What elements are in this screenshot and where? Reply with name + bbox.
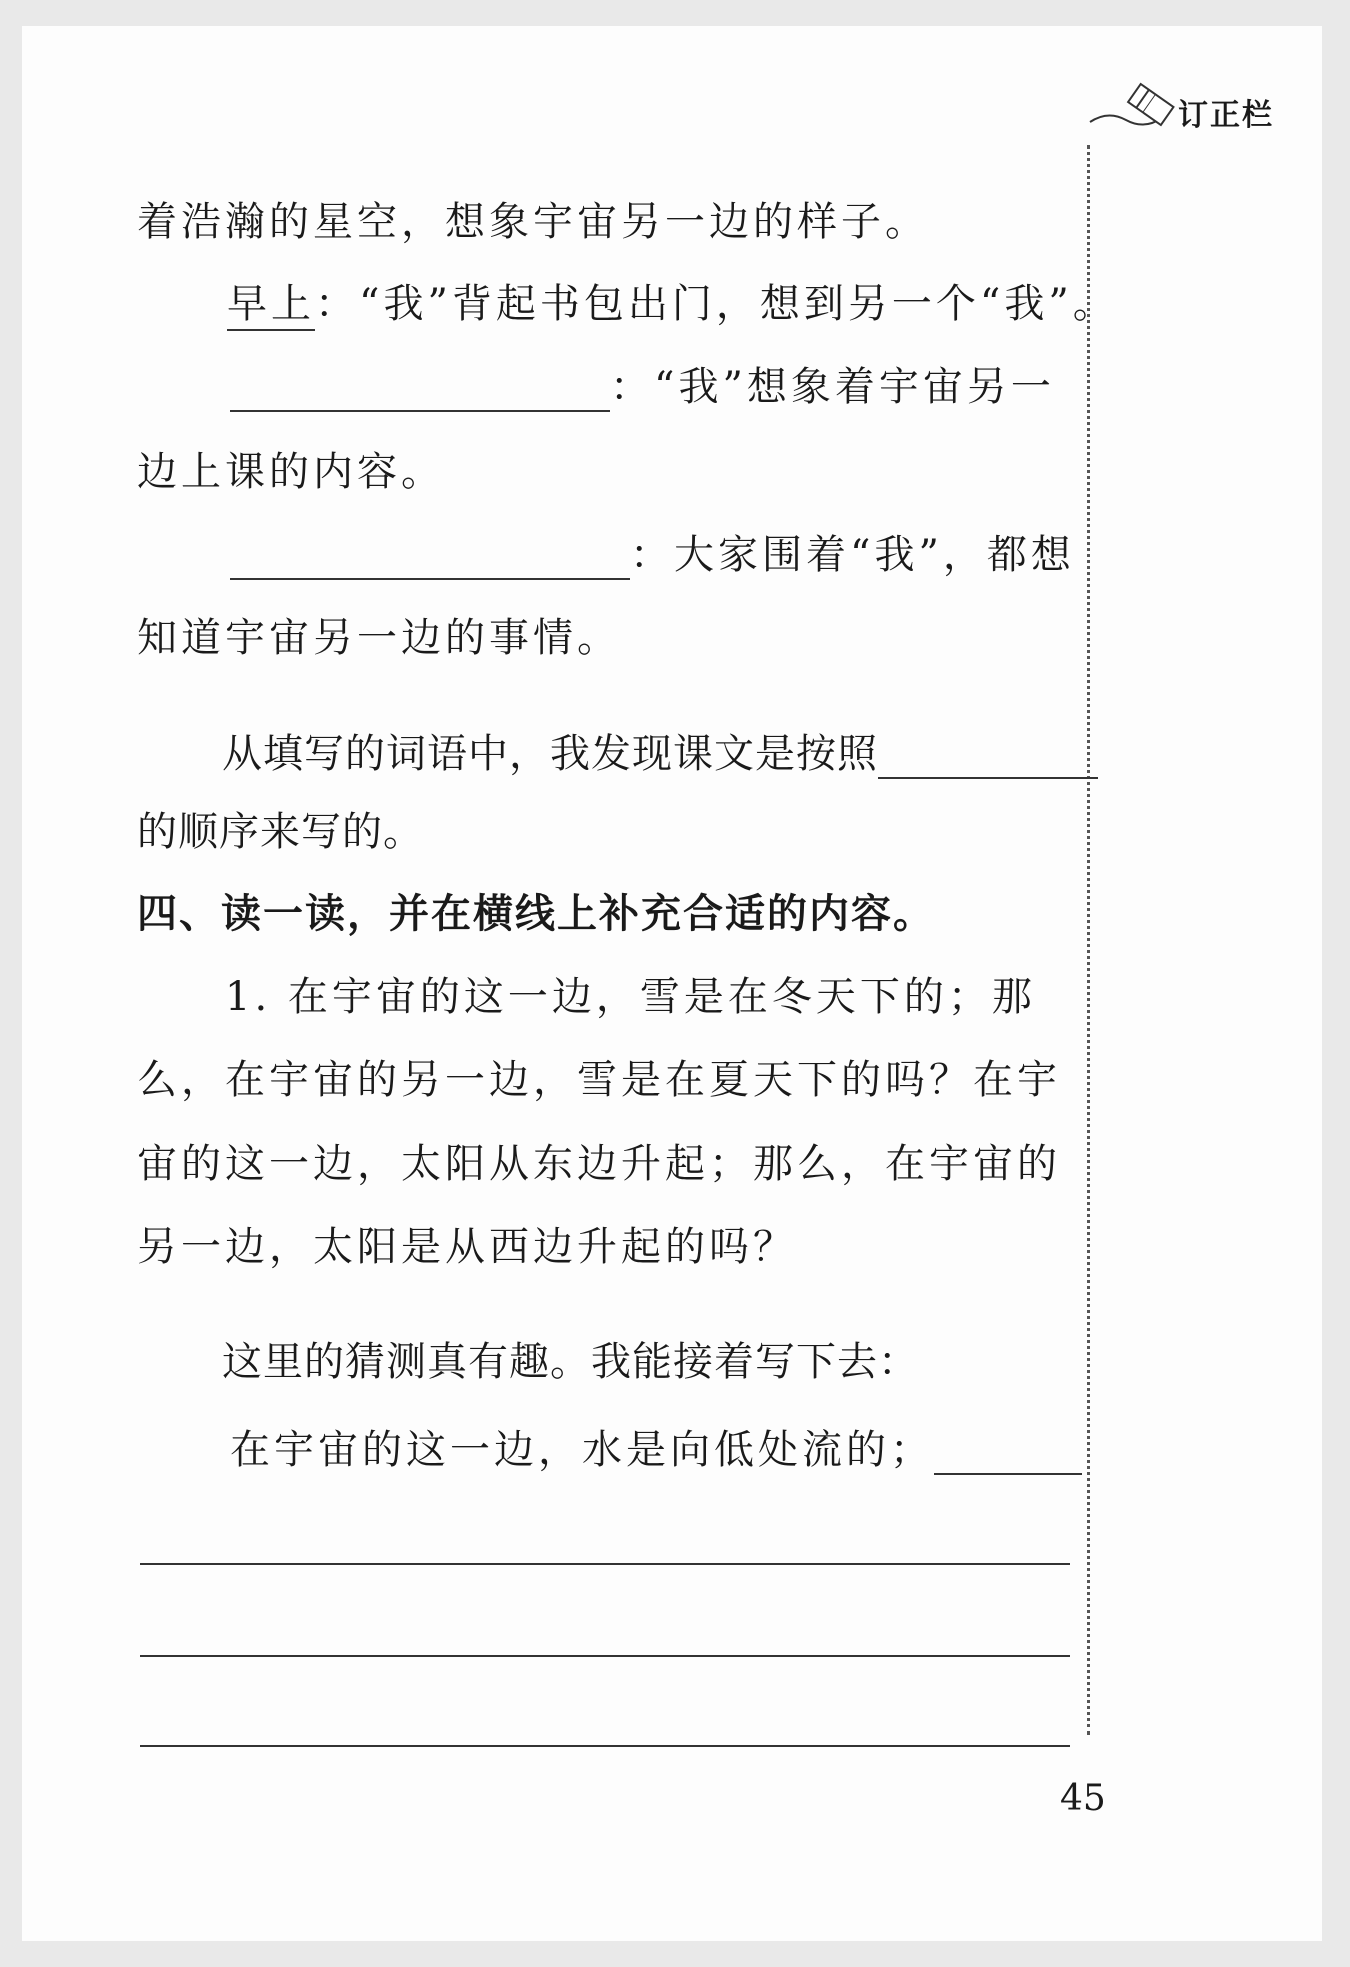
text-line: 从填写的词语中，我发现课文是按照 [222,731,878,777]
answer-line[interactable] [140,1745,1070,1747]
correction-column-divider [1087,145,1090,1735]
question-line: 宙的这一边，太阳从东边升起；那么，在宇宙的 [137,1141,1061,1187]
text-line: 着浩瀚的星空，想象宇宙另一边的样子。 [137,199,929,245]
answer-line[interactable] [140,1563,1070,1565]
morning-line [227,272,1117,329]
text-line: 知道宇宙另一边的事情。 [137,615,621,661]
text-line: 的顺序来写的。 [137,809,424,855]
blank-line-3 [230,523,1075,580]
text-line: ：“我”想象着宇宙另一 [610,364,1055,410]
continuation-line [230,1418,1082,1475]
page-number: 45 [1060,1778,1106,1819]
answer-blank-start[interactable] [934,1473,1082,1475]
question-line: 么，在宇宙的另一边，雪是在夏天下的吗？在宇 [137,1057,1061,1103]
text-line: 在宇宙的这一边，水是向低处流的； [230,1427,934,1473]
blank-line-2 [230,355,1055,412]
discovery-line [222,722,1098,779]
answer-blank-time-2[interactable] [230,410,610,412]
morning-label: 早上 [227,281,315,331]
answer-line[interactable] [140,1655,1070,1657]
correction-column-title: 订正栏 [1178,98,1274,133]
morning-text: ：“我”背起书包出门，想到另一个“我”。 [315,281,1117,327]
answer-blank-order[interactable] [878,777,1098,779]
answer-blank-time-3[interactable] [230,578,630,580]
text-line: ：大家围着“我”，都想 [630,532,1075,578]
prompt-line: 这里的猜测真有趣。我能接着写下去： [222,1339,919,1385]
section-heading: 四、读一读，并在横线上补充合适的内容。 [137,891,935,937]
question-line: 另一边，太阳是从西边升起的吗？ [137,1224,797,1270]
text-line: 边上课的内容。 [137,449,445,495]
question-line: 1. 在宇宙的这一边，雪是在冬天下的；那 [225,974,1036,1020]
pencil-eraser-icon [1088,80,1188,140]
